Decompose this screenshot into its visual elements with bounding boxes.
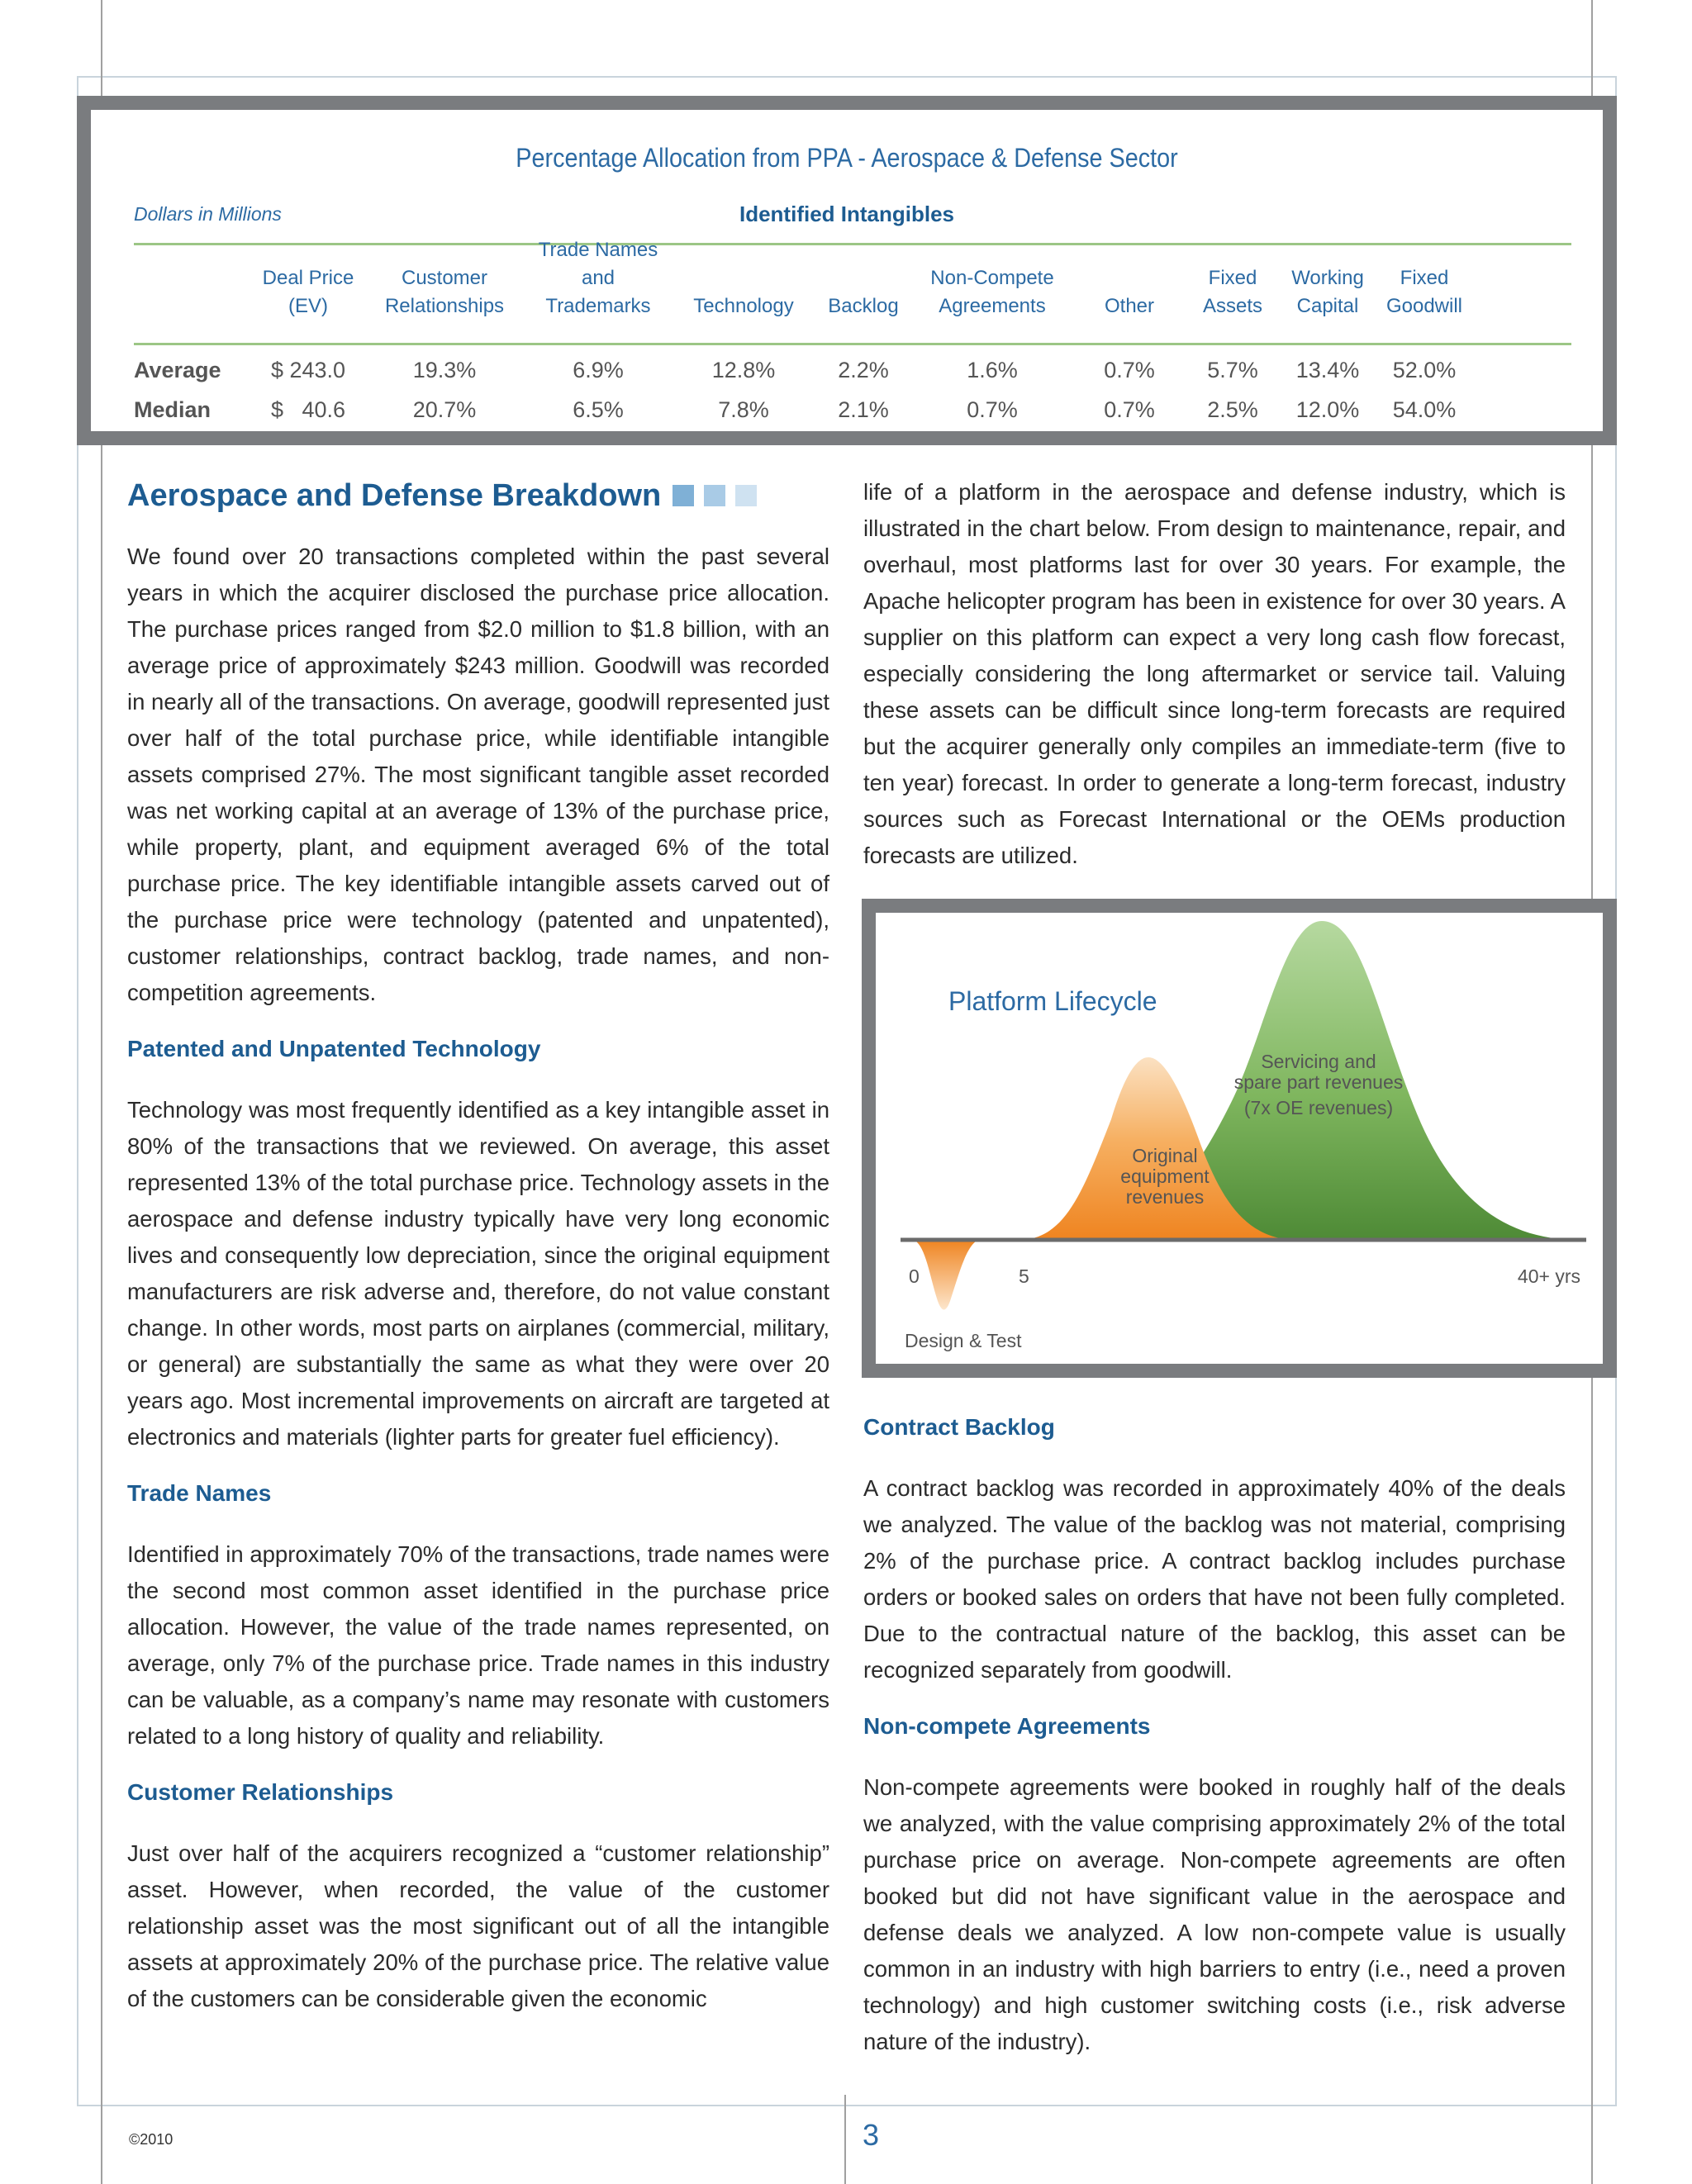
ppa-table-panel [77,96,1617,445]
table-cell: 12.0% [1295,397,1360,422]
customer-heading: Customer Relationships [127,1779,394,1805]
table-cell: 2.1% [838,397,889,422]
table-title: Percentage Allocation from PPA - Aerospace & Defense Sector [516,143,1178,173]
tech-heading: Patented and Unpatented Technology [127,1036,541,1061]
column-headers [91,239,1603,320]
row-label-median: Median [134,397,212,422]
oe-label-line-2: equipment [1120,1166,1210,1187]
axis-label-start: 0 [909,1265,920,1287]
main-heading-text: Aerospace and Defense Breakdown [127,477,662,513]
table-cell: 54.0% [1392,397,1457,422]
left-column [127,472,829,2017]
oe-label-line-3: revenues [1125,1186,1205,1208]
crop-line-top [77,76,1617,78]
table-cell: 6.5% [573,397,624,422]
table-cell: 0.7% [967,397,1018,422]
heading-square-1 [673,485,694,506]
table-cell: 5.7% [1207,358,1258,382]
right-column-lower [863,1414,1566,2060]
group-header: Identified Intangibles [739,202,954,226]
table-cell: 2.5% [1207,397,1258,422]
row-label-average: Average [134,358,221,382]
chart-title: Platform Lifecycle [948,986,1157,1016]
table-cell: 20.7% [412,397,477,422]
crop-line-bottom [77,2105,1617,2106]
table-cell: 2.2% [838,358,889,382]
table-cell: 52.0% [1392,358,1457,382]
col-head-technology: Technology [693,295,794,317]
continued-paragraph: life of a platform in the aerospace and defense industry, which is illustrated in the chart below. From design to maintenance, repair, and overhaul, most platforms last for over 30 years. For example, the Apache helicopter program has been in existence for over 30 years. A supplier on this platform can expect a very long cash flow forecast, especially considering the long aftermarket or service tail. Valuing these assets can be difficult since long-term forecasts are required but the acquirer generally only compiles an immediate-term (five to ten year) forecast. In order to generate a long-term forecast, industry sources such as Forecast International or the OEMs production forecasts are utilized. [863,479,1566,868]
axis-label-mid: 5 [1019,1265,1029,1287]
platform-lifecycle-panel [862,899,1617,1378]
table-cell: 1.6% [967,358,1018,382]
col-head-fixed-goodwill: Fixed Goodwill [1385,267,1463,317]
table-cell: 13.4% [1295,358,1360,382]
col-head-other: Other [1104,295,1155,317]
col-head-fixed-assets: Fixed Assets [1202,267,1263,317]
lifecycle-chart [876,913,1603,1364]
col-head-non-compete: Non-Compete Agreements [930,267,1054,317]
table-cell: 0.7% [1104,397,1155,422]
col-head-backlog: Backlog [828,295,899,317]
col-head-trade-names: Trade Names and Trademarks [538,239,658,317]
intro-paragraph: We found over 20 transactions completed within the past several years in which the acquirer disclosed the purchase price allocation. The purchase prices ranged from $2.0 million to $1.8 billion, with an average price of approximately $243 million. Goodwill was recorded in nearly all of the transactions. On average, goodwill represented just over half of the total purchase price, while identifiable intangible assets comprised 27%. The most significant tangible asset recorded was net working capital at an average of 13% of the purchase price, while property, plant, and equipment averaged 6% of the total purchase price. The key identifiable intangible assets carved out of the purchase price were technology (patented and unpatented), customer relationships, contract backlog, trade names, and non-competition agreements. [127,544,829,1005]
col-head-customer-relationships: Customer Relationships [384,267,505,317]
service-label-line-3: (7x OE revenues) [1243,1097,1394,1118]
design-test-label: Design & Test [905,1330,1022,1351]
customer-paragraph: Just over half of the acquirers recognized a “customer relationship” asset. However, when recorded, the value of the customer relationship asset was the most significant out of all the intangible assets at approximately 20% of the purchase price. The relative value of the customers can be considerable given the economic [127,1840,829,2011]
noncompete-paragraph: Non-compete agreements were booked in roughly half of the deals we analyzed, with the value comprising approximately 2% of the total purchase price on average. Non-compete agreements are often booked but did not have significant value in the aerospace and defense deals we analyzed. A low non-compete value is usually common in an industry with high barriers to entry (i.e., need a proven technology) and high customer switching costs (i.e., risk adverse nature of the industry). [863,1774,1566,2054]
table-cell: 19.3% [412,358,477,382]
units-note: Dollars in Millions [134,203,282,225]
service-label-line-1: Servicing and [1261,1051,1376,1072]
table-cell: 12.8% [711,358,776,382]
page-number: 3 [863,2118,880,2152]
axis-label-end: 40+ yrs [1517,1265,1580,1287]
heading-square-2 [704,485,725,506]
table-cell: 0.7% [1104,358,1155,382]
col-head-deal-price: Deal Price (EV) [262,267,354,317]
tech-paragraph: Technology was most frequently identified as a key intangible asset in 80% of the transactions that we reviewed. On average, this asset represented 13% of the total purchase price. Technology assets in the aerospace and defense industry typically have very long economic lives and consequently low depreciation, since the original equipment manufacturers are risk adverse and, therefore, do not value constant change. In other words, most parts on airplanes (commercial, military, or general) are substantially the same as what they were over 20 years ago. Most incremental improvements on aircraft are targeted at electronics and materials (lighter parts for greater fuel efficiency). [127,1097,829,1450]
table-cell: $ 243.0 [270,358,346,382]
right-column [863,474,1566,874]
backlog-heading: Contract Backlog [863,1414,1055,1440]
trade-names-paragraph: Identified in approximately 70% of the transactions, trade names were the second most common asset identified in the purchase price allocation. However, the value of the trade names represented, on average, only 7% of the purchase price. Trade names in this industry can be valuable, as a company’s name may resonate with customers related to a long history of quality and reliability. [127,1541,829,1749]
noncompete-heading: Non-compete Agreements [863,1713,1151,1739]
col-head-working-capital: Working Capital [1291,267,1364,317]
oe-label-line-1: Original [1132,1145,1198,1166]
table-cell: 7.8% [718,397,769,422]
table-cell: $ 40.6 [270,397,346,422]
copyright: ©2010 [129,2131,173,2148]
heading-square-3 [735,485,757,506]
table-cell: 6.9% [573,358,624,382]
service-label-line-2: spare part revenues [1233,1071,1404,1093]
main-heading [127,472,829,519]
backlog-paragraph: A contract backlog was recorded in approximately 40% of the deals we analyzed. The value of the backlog was not material, comprising 2% of the purchase price. A contract backlog includes purchase orders or booked sales on orders that have not been fully completed. Due to the contractual nature of the backlog, this asset can be recognized separately from goodwill. [863,1475,1566,1683]
trade-names-heading: Trade Names [127,1480,272,1506]
center-rule [844,2095,846,2184]
header-rule-bottom [134,343,1571,345]
design-test-dip [913,1240,979,1310]
